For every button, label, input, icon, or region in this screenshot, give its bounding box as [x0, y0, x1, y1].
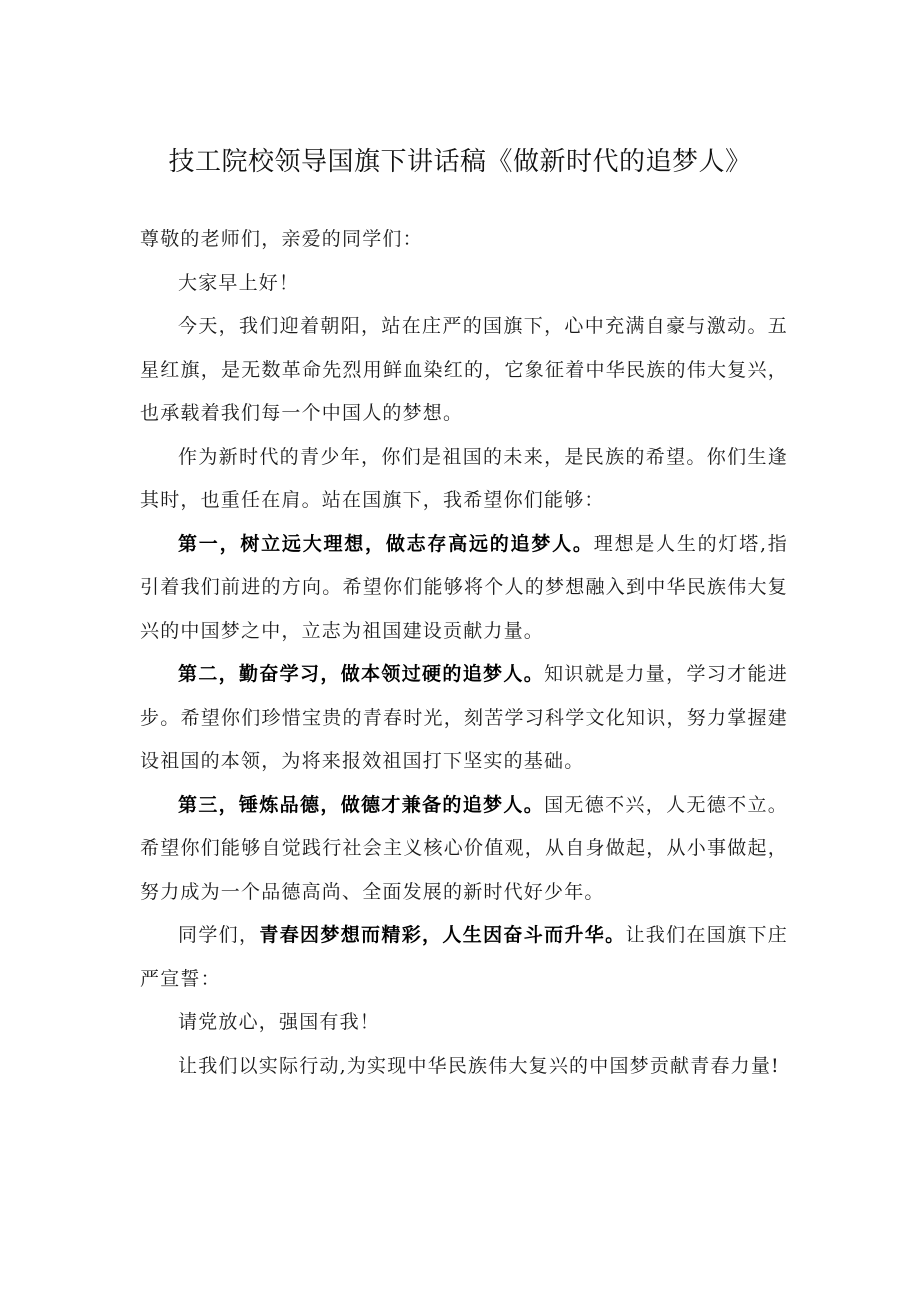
closing-emphasis: 青春因梦想而精彩，人生因奋斗而升华。 [259, 924, 626, 946]
final-sentence: 让我们以实际行动,为实现中华民族伟大复兴的中国梦贡献青春力量! [178, 1054, 780, 1077]
paragraph-closing [140, 914, 788, 1001]
salutation: 尊敬的老师们，亲爱的同学们： [140, 228, 423, 250]
document-body [140, 218, 788, 1088]
paragraph-hope: 作为新时代的青少年，你们是祖国的未来，是民族的希望。你们生逢其时，也重任在肩。站在国旗下，我希望你们能够： [140, 445, 788, 511]
point-2-text: 知识就是力量，学习才能进步。希望你们珍惜宝贵的青春时光，刻苦学习科学文化知识，努力掌握建设祖国的本领，为将来报效祖国打下坚实的基础。 [140, 663, 788, 772]
point-2-heading: 第二，勤奋学习，做本领过硬的追梦人。 [178, 663, 545, 685]
paragraph-point-1 [140, 523, 788, 654]
document-title: 技工院校领导国旗下讲话稿《做新时代的追梦人》 [168, 147, 752, 177]
paragraph-intro: 今天，我们迎着朝阳，站在庄严的国旗下，心中充满自豪与激动。五星红旗，是无数革命先烈用鲜血染红的，它象征着中华民族的伟大复兴，也承载着我们每一个中国人的梦想。 [140, 315, 788, 424]
point-1-heading: 第一，树立远大理想，做志存高远的追梦人。 [178, 532, 594, 555]
paragraph-point-2 [140, 653, 788, 784]
closing-lead: 同学们， [178, 924, 260, 946]
oath: 请党放心，强国有我！ [178, 1011, 381, 1033]
point-3-text: 国无德不兴，人无德不立。希望你们能够自觉践行社会主义核心价值观，从自身做起，从小事做起，努力成为一个品德高尚、全面发展的新时代好少年。 [140, 793, 788, 903]
greeting: 大家早上好！ [178, 271, 300, 294]
closing-tail: 让我们在国旗下庄严宣誓： [140, 924, 788, 990]
paragraph-point-3 [140, 784, 788, 915]
point-3-heading: 第三，锤炼品德，做德才兼备的追梦人。 [178, 793, 545, 816]
point-1-text: 理想是人生的灯塔,指引着我们前进的方向。希望你们能够将个人的梦想融入到中华民族伟大复兴的中国梦之中，立志为祖国建设贡献力量。 [140, 532, 788, 642]
